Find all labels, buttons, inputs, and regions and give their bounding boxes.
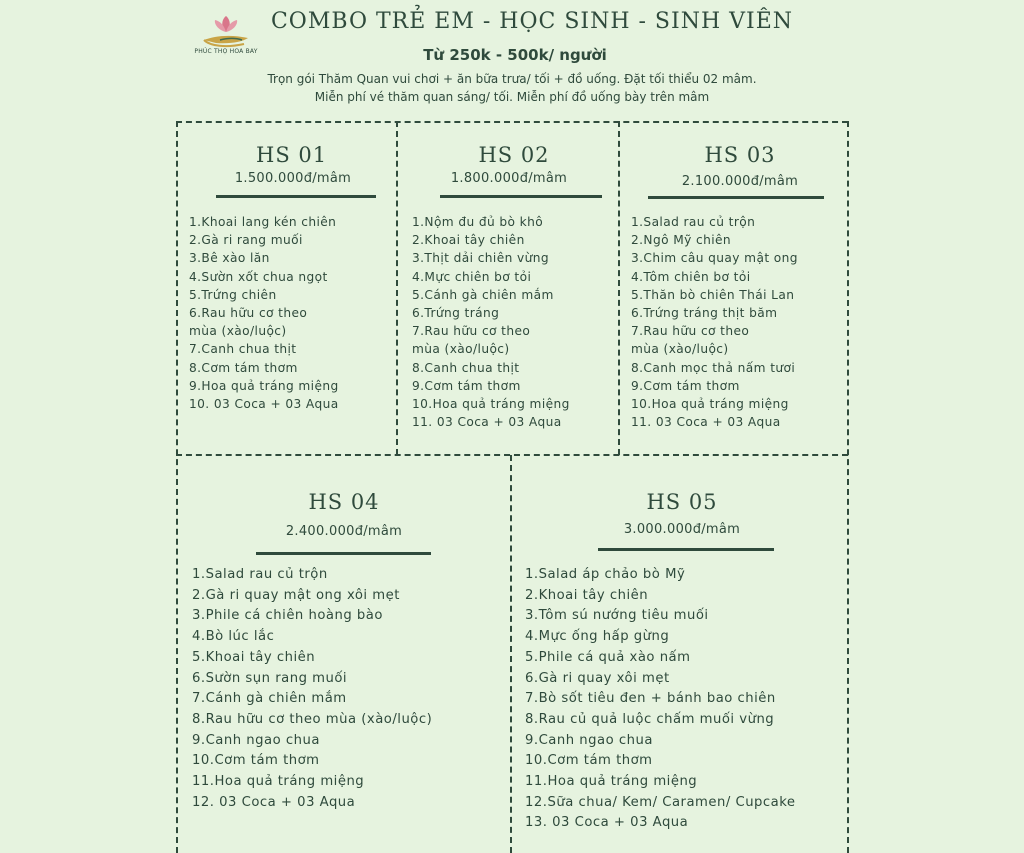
list-item: 7.Canh chua thịt	[189, 342, 297, 357]
list-item: 4.Sườn xốt chua ngọt	[189, 269, 328, 284]
list-item: 3.Tôm sú nướng tiêu muối	[525, 608, 709, 624]
list-item: 11.Hoa quả tráng miệng	[192, 774, 365, 790]
intro-line: Miễn phí vé thăm quan sáng/ tối. Miễn phí đồ uống bày trên mâm	[314, 90, 710, 104]
logo-text: PHÚC THỌ HOA BAY	[194, 48, 258, 55]
list-item: 8.Canh chua thịt	[412, 360, 520, 375]
combo-card	[178, 456, 510, 853]
list-item: 10.Cơm tám thơm	[192, 753, 320, 769]
list-item: 6.Gà ri quay xôi mẹt	[525, 670, 670, 686]
menu-list	[189, 213, 339, 413]
list-item: 4.Tôm chiên bơ tỏi	[631, 269, 751, 284]
combo-card	[398, 123, 618, 453]
list-item: mùa (xào/luộc)	[412, 342, 510, 357]
page-title: COMBO TRẺ EM - HỌC SINH - SINH VIÊN	[270, 9, 794, 34]
list-item: 7.Rau hữu cơ theo	[631, 324, 750, 339]
combo-price: 2.400.000đ/mâm	[285, 524, 403, 539]
list-item: 10.Hoa quả tráng miệng	[631, 397, 789, 412]
price-underline	[598, 548, 774, 551]
list-item: 6.Trứng tráng thịt băm	[631, 306, 778, 321]
list-item: 1.Salad rau củ trộn	[192, 567, 328, 582]
list-item: 1.Nộm đu đủ bò khô	[412, 215, 544, 229]
list-item: 3.Bê xào lăn	[189, 251, 270, 266]
list-item: 9.Cơm tám thơm	[631, 378, 740, 393]
list-item: 9.Canh ngao chua	[192, 732, 320, 748]
combo-card	[178, 123, 396, 453]
list-item: 9.Hoa quả tráng miệng	[189, 378, 339, 393]
list-item: 8.Rau hữu cơ theo mùa (xào/luộc)	[192, 711, 433, 727]
list-item: 4.Mực ống hấp gừng	[525, 629, 670, 645]
menu-list	[525, 565, 796, 834]
list-item: 10.Hoa quả tráng miệng	[412, 397, 570, 412]
list-item: 7.Bò sốt tiêu đen + bánh bao chiên	[525, 691, 776, 707]
list-item: 5.Trứng chiên	[189, 287, 277, 302]
list-item: 6.Sườn sụn rang muối	[192, 670, 348, 686]
list-item: 7.Rau hữu cơ theo	[412, 324, 531, 339]
list-item: 1.Salad rau củ trộn	[631, 215, 756, 229]
list-item: 2.Ngô Mỹ chiên	[631, 233, 732, 248]
list-item: 10.Cơm tám thơm	[525, 753, 653, 769]
list-item: 5.Thăn bò chiên Thái Lan	[631, 287, 795, 302]
price-underline	[216, 195, 376, 198]
list-item: 11. 03 Coca + 03 Aqua	[412, 415, 562, 430]
list-item: 4.Mực chiên bơ tỏi	[412, 269, 532, 284]
price-range: Từ 250k - 500k/ người	[423, 46, 607, 64]
menu-list	[192, 565, 432, 813]
list-item: 13. 03 Coca + 03 Aqua	[525, 815, 689, 831]
list-item: 9.Canh ngao chua	[525, 732, 653, 748]
list-item: 3.Phile cá chiên hoàng bào	[192, 608, 383, 624]
combo-price: 1.500.000đ/mâm	[234, 171, 352, 186]
list-item: 5.Cánh gà chiên mắm	[412, 287, 554, 302]
list-item: 2.Khoai tây chiên	[412, 233, 525, 248]
combo-name: HS 04	[308, 490, 380, 514]
combo-card	[512, 456, 846, 853]
list-item: 10. 03 Coca + 03 Aqua	[189, 397, 339, 412]
list-item: 11. 03 Coca + 03 Aqua	[631, 415, 781, 430]
combo-price: 3.000.000đ/mâm	[623, 522, 741, 537]
list-item: 12.Sữa chua/ Kem/ Caramen/ Cupcake	[525, 794, 796, 810]
combo-name: HS 02	[478, 143, 550, 167]
list-item: 11.Hoa quả tráng miệng	[525, 774, 698, 790]
combo-name: HS 05	[646, 490, 718, 514]
list-item: 6.Trứng tráng	[412, 306, 500, 321]
intro-text	[0, 70, 1024, 106]
combo-price: 2.100.000đ/mâm	[681, 174, 799, 189]
price-underline	[648, 196, 824, 199]
list-item: 8.Cơm tám thơm	[189, 360, 298, 375]
list-item: 1.Salad áp chảo bò Mỹ	[525, 567, 686, 582]
list-item: 5.Phile cá quả xào nấm	[525, 649, 691, 665]
list-item: 3.Chim câu quay mật ong	[631, 251, 798, 266]
list-item: 2.Gà ri quay mật ong xôi mẹt	[192, 587, 400, 603]
combo-name: HS 03	[704, 143, 776, 167]
list-item: 1.Khoai lang kén chiên	[189, 215, 337, 229]
list-item: 3.Thịt dải chiên vừng	[412, 251, 550, 266]
list-item: 2.Gà ri rang muối	[189, 233, 303, 248]
price-underline	[256, 552, 431, 555]
list-item: 12. 03 Coca + 03 Aqua	[192, 794, 356, 810]
combo-card	[620, 123, 846, 453]
list-item: 5.Khoai tây chiên	[192, 649, 316, 665]
intro-line: Trọn gói Thăm Quan vui chơi + ăn bữa trưa/ tối + đồ uống. Đặt tối thiểu 02 mâm.	[267, 72, 757, 86]
list-item: 6.Rau hữu cơ theo	[189, 306, 308, 321]
price-underline	[440, 195, 602, 198]
list-item: 2.Khoai tây chiên	[525, 587, 649, 603]
list-item: 8.Rau củ quả luộc chấm muối vừng	[525, 711, 775, 727]
combo-price: 1.800.000đ/mâm	[450, 171, 568, 186]
list-item: mùa (xào/luộc)	[189, 324, 287, 339]
list-item: 4.Bò lúc lắc	[192, 629, 275, 645]
menu-list	[412, 213, 570, 431]
combo-name: HS 01	[256, 143, 328, 167]
list-item: 8.Canh mọc thả nấm tươi	[631, 360, 796, 375]
list-item: mùa (xào/luộc)	[631, 342, 729, 357]
list-item: 9.Cơm tám thơm	[412, 378, 521, 393]
list-item: 7.Cánh gà chiên mắm	[192, 691, 347, 707]
grid-border-right	[847, 121, 849, 853]
menu-list	[631, 213, 798, 431]
